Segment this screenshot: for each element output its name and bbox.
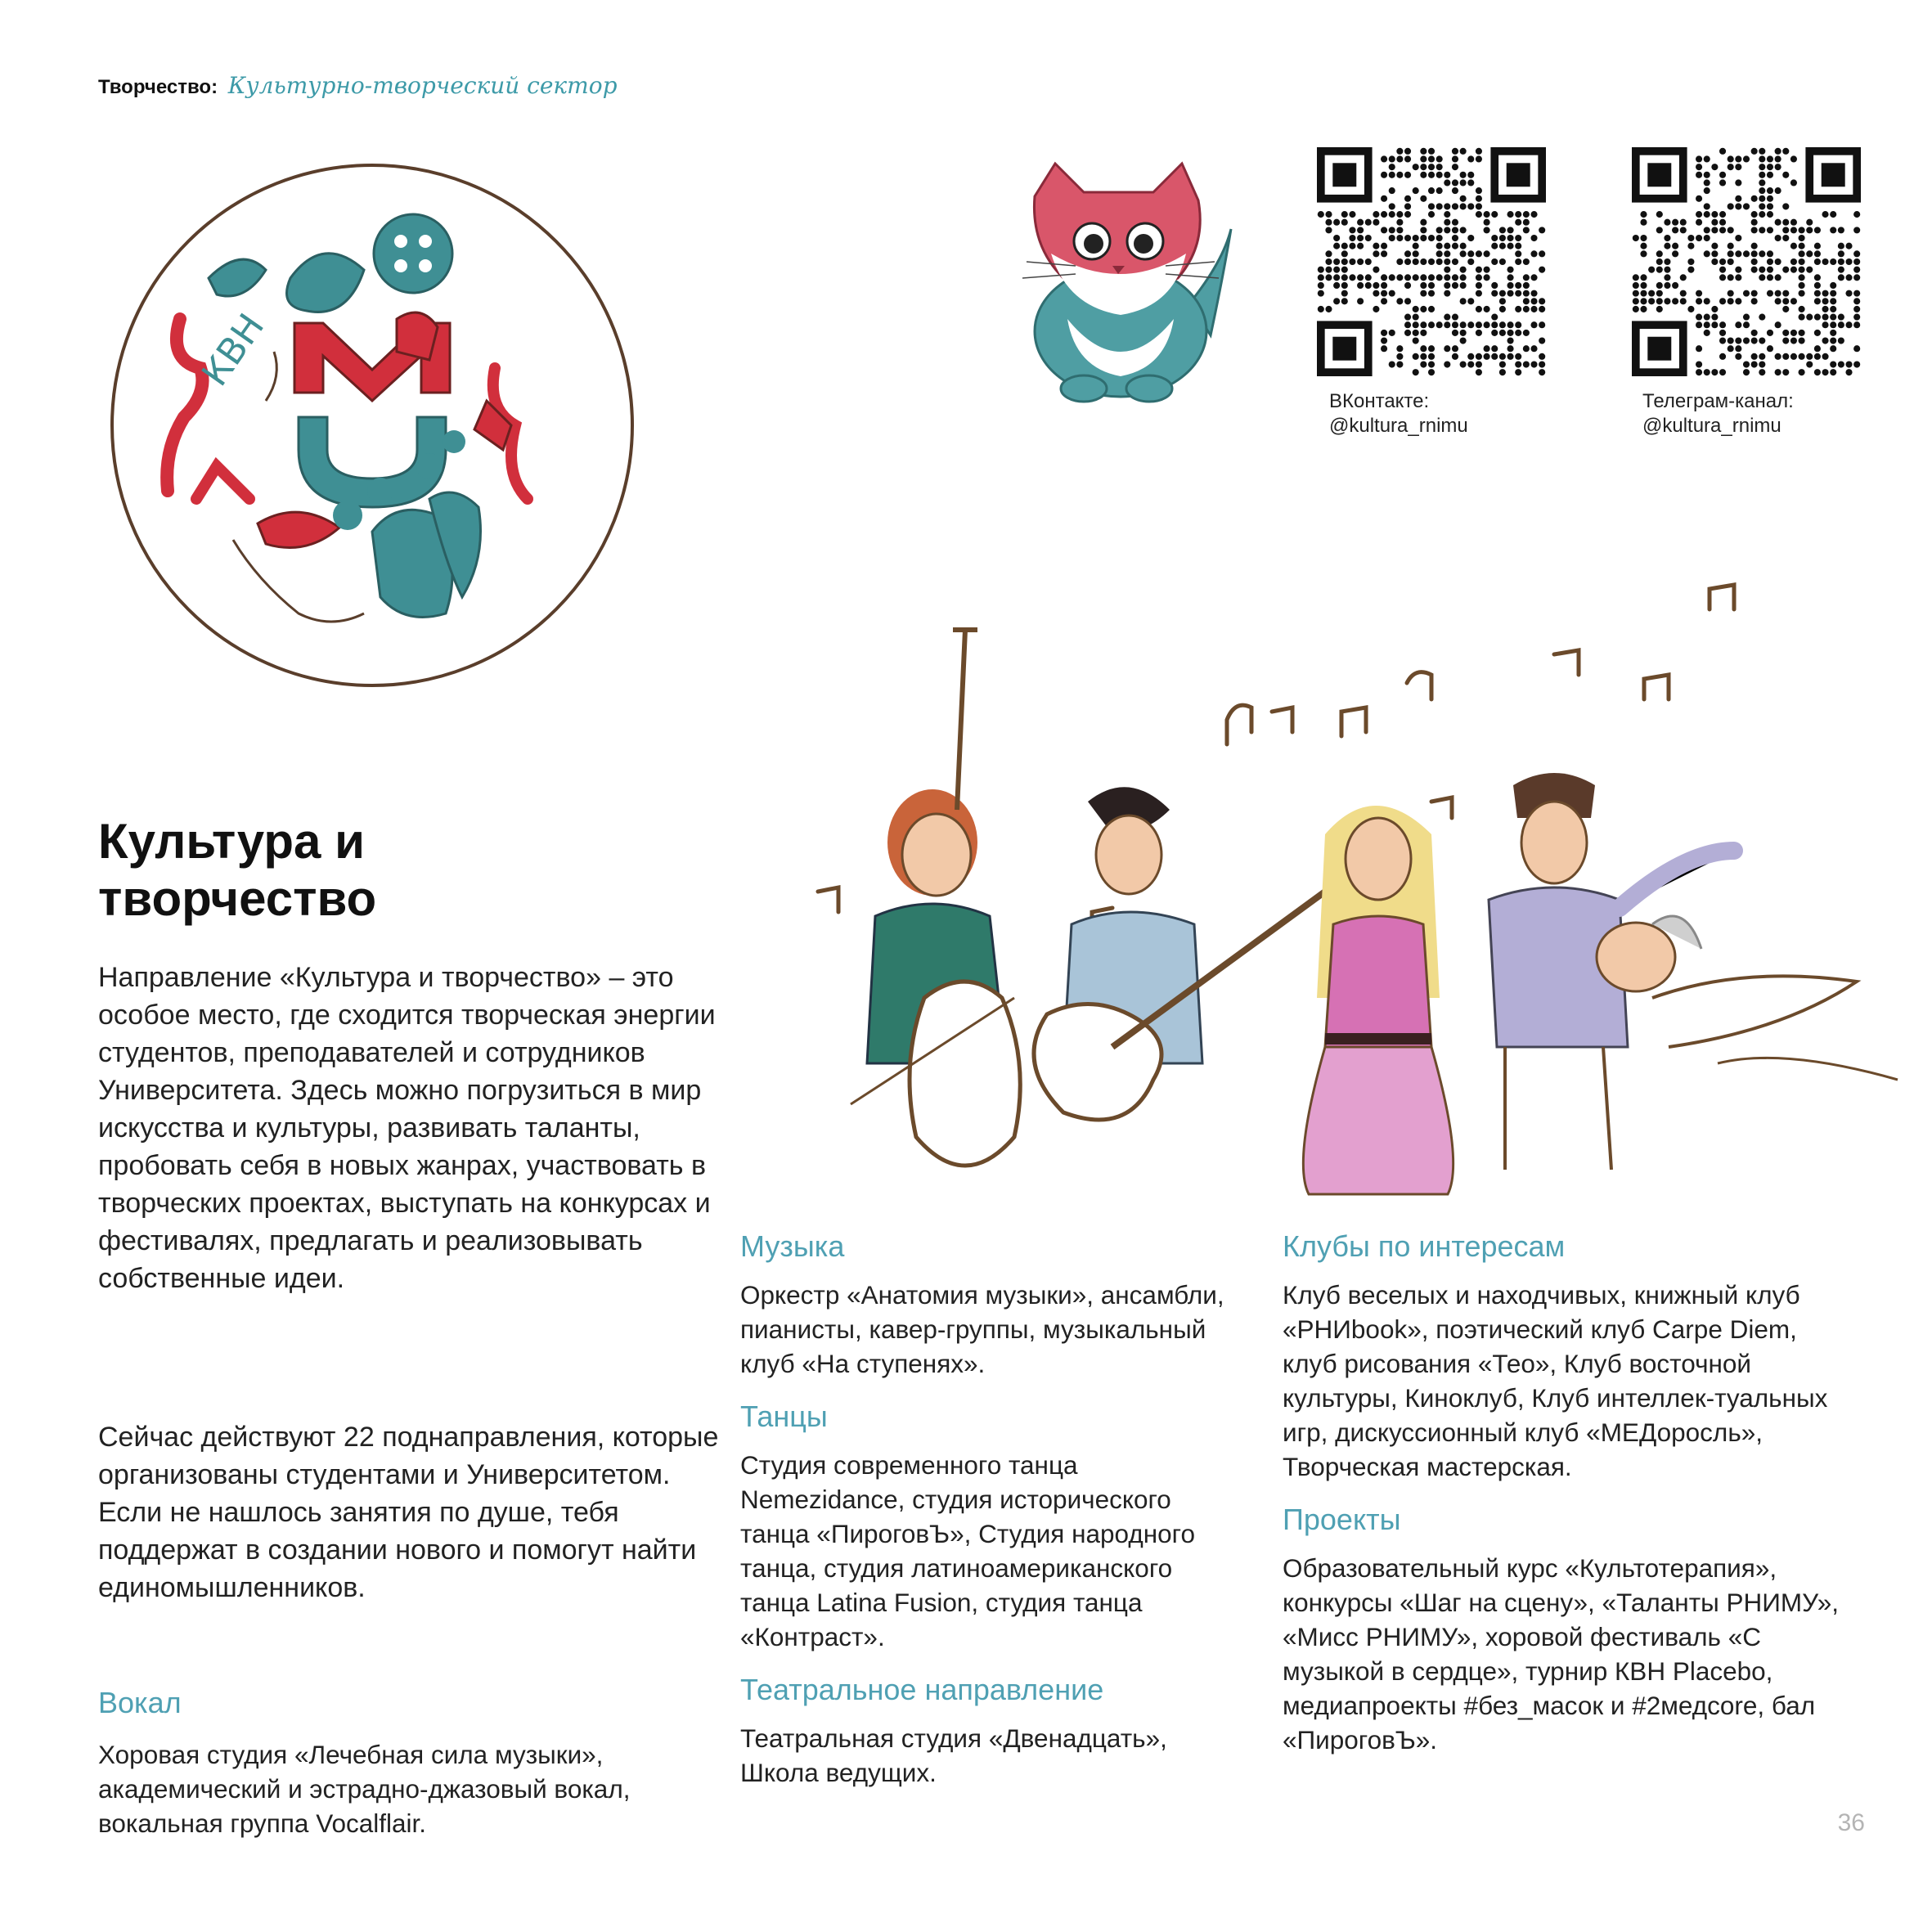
- musicians-illustration: [802, 540, 1914, 1211]
- section-text-theatre: Театральная студия «Двенадцать», Школа ведущих.: [740, 1723, 1167, 1787]
- vk-caption: [1329, 389, 1468, 438]
- header-label: Творчество:: [98, 76, 218, 98]
- page-header: [98, 72, 618, 99]
- dancers: [1489, 773, 1898, 1170]
- section-title-music: Музыка: [740, 1229, 845, 1263]
- section-title-clubs: Клубы по интересам: [1283, 1229, 1566, 1263]
- qr-finder-pattern: [1805, 147, 1861, 203]
- section-text-projects: Образовательный курс «Культотерапия», конкурсы «Шаг на сцену», «Таланты РНИМУ», «Мисс РНИМУ», хоровой фестиваль «С музыкой в сердце», турнир КВН Placebo, медиапроекты #без_масок и #2медcore, бал «ПироговЪ».: [1283, 1553, 1840, 1755]
- intro-paragraph-1: Направление «Культура и творчество» – это особое место, где сходится творческая энергии студентов, преподавателей и сотрудников Университета. Здесь можно погрузиться в мир искусства и культуры, развивать таланты, пробовать себя в новых жанрах, участвовать в творческих проектах, выступать на конкурсах и фестивалях, предлагать и реализовывать собственные идеи.: [98, 962, 716, 1294]
- qr-finder-pattern: [1632, 147, 1687, 203]
- vk-caption-label: ВКонтакте:: [1329, 390, 1430, 412]
- section-text-vocal: Хоровая студия «Лечебная сила музыки», академический и эстрадно-джазовый вокал, вокальная группа Vocalflair.: [98, 1740, 631, 1838]
- qr-finder-pattern: [1490, 147, 1546, 203]
- section-title-vocal: Вокал: [98, 1686, 182, 1719]
- section-title-theatre: Театральное направление: [740, 1673, 1104, 1706]
- singer: [1303, 806, 1453, 1194]
- section-title-dance: Танцы: [740, 1400, 828, 1433]
- culture-emblem: [102, 155, 642, 695]
- section-title-projects: Проекты: [1283, 1503, 1401, 1536]
- page-number: 36: [1837, 1809, 1865, 1836]
- telegram-qr-code[interactable]: [1632, 147, 1861, 376]
- cat-mascot: [1010, 155, 1239, 409]
- section-text-clubs: Клуб веселых и находчивых, книжный клуб «РНИbook», поэтический клуб Carpe Diem, клуб рисования «Тео», Клуб восточной культуры, Киноклуб, Клуб интеллек-туальных игр, дискуссионный клуб «МЕДоросль», Творческая мастерская.: [1283, 1280, 1828, 1481]
- title-line-1: Культура и: [98, 814, 365, 869]
- qr-finder-pattern: [1632, 321, 1687, 376]
- section-text-music: Оркестр «Анатомия музыки», ансамбли, пианисты, кавер-группы, музыкальный клуб «На ступенях».: [740, 1280, 1224, 1378]
- emblem-kvn-text: КВН: [194, 306, 273, 394]
- page-title: [98, 813, 671, 928]
- vk-caption-handle[interactable]: @kultura_rnimu: [1329, 415, 1468, 437]
- qr-finder-pattern: [1317, 321, 1373, 376]
- vk-qr-code[interactable]: [1317, 147, 1546, 376]
- telegram-caption-handle[interactable]: @kultura_rnimu: [1642, 415, 1781, 437]
- telegram-caption-label: Телеграм-канал:: [1642, 390, 1794, 412]
- telegram-caption: [1642, 389, 1794, 438]
- cellist: [851, 630, 1020, 1166]
- title-line-2: творчество: [98, 871, 377, 926]
- qr-finder-pattern: [1317, 147, 1373, 203]
- section-text-dance: Студия современного танца Nemezidance, студия исторического танца «ПироговЪ», Студия народного танца, студия латиноамериканского танца Latina Fusion, студия танца «Контраст».: [740, 1450, 1195, 1651]
- guitarist: [1034, 787, 1325, 1120]
- header-sector: Культурно-творческий сектор: [227, 72, 618, 99]
- intro-paragraph-2: Сейчас действуют 22 поднаправления, которые организованы студентами и Университетом. Если не нашлось занятия по душе, тебя поддержат в создании нового и помогут найти единомышленников.: [98, 1422, 719, 1603]
